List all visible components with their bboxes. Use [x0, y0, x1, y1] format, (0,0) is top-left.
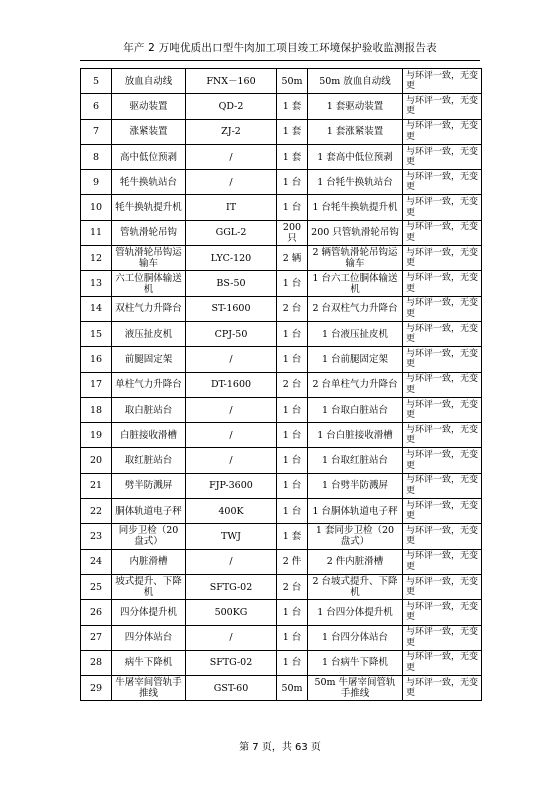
header-divider [80, 60, 480, 61]
table-row [81, 144, 482, 169]
cell-model: DT-1600 [186, 372, 277, 397]
cell-actual-installation: 1 套涨紧装置 [308, 119, 403, 144]
cell-index: 22 [81, 499, 112, 524]
cell-model: ZJ-2 [186, 119, 277, 144]
cell-equipment-name: 同步卫检（20 盘式） [112, 524, 186, 549]
cell-index: 27 [81, 625, 112, 650]
cell-remark: 与环评一致，无变更 [403, 94, 482, 119]
table-row [81, 625, 482, 650]
table-row [81, 499, 482, 524]
cell-actual-installation: 50m 放血自动线 [308, 69, 403, 94]
cell-actual-installation: 1 台六工位胴体输送机 [308, 271, 403, 296]
cell-quantity: 1 台 [277, 600, 308, 625]
cell-remark: 与环评一致，无变更 [403, 119, 482, 144]
cell-equipment-name: 涨紧装置 [112, 119, 186, 144]
cell-model: / [186, 144, 277, 169]
cell-equipment-name: 前腿固定架 [112, 347, 186, 372]
cell-remark: 与环评一致，无变更 [403, 499, 482, 524]
cell-index: 7 [81, 119, 112, 144]
cell-quantity: 1 台 [277, 448, 308, 473]
cell-index: 10 [81, 195, 112, 220]
cell-equipment-name: 坡式提升、下降机 [112, 574, 186, 599]
cell-remark: 与环评一致，无变更 [403, 574, 482, 599]
cell-index: 14 [81, 296, 112, 321]
cell-remark: 与环评一致，无变更 [403, 625, 482, 650]
cell-index: 17 [81, 372, 112, 397]
cell-index: 28 [81, 650, 112, 675]
cell-quantity: 2 件 [277, 549, 308, 574]
cell-equipment-name: 牛屠宰间管轨手推线 [112, 676, 186, 701]
cell-model: / [186, 423, 277, 448]
table-row [81, 94, 482, 119]
cell-model: / [186, 625, 277, 650]
cell-actual-installation: 1 套驱动装置 [308, 94, 403, 119]
cell-model: GST-60 [186, 676, 277, 701]
cell-equipment-name: 液压扯皮机 [112, 321, 186, 346]
table-row [81, 600, 482, 625]
cell-quantity: 1 台 [277, 271, 308, 296]
cell-index: 23 [81, 524, 112, 549]
cell-equipment-name: 高中低位预剥 [112, 144, 186, 169]
cell-model: 500KG [186, 600, 277, 625]
cell-actual-installation: 50m 牛屠宰间管轨手推线 [308, 676, 403, 701]
cell-index: 26 [81, 600, 112, 625]
table-row [81, 170, 482, 195]
cell-model: / [186, 170, 277, 195]
cell-actual-installation: 1 台前腿固定架 [308, 347, 403, 372]
cell-equipment-name: 四分体站台 [112, 625, 186, 650]
cell-remark: 与环评一致，无变更 [403, 524, 482, 549]
page-footer: 第 7 页，共 63 页 [239, 742, 321, 753]
cell-index: 29 [81, 676, 112, 701]
cell-actual-installation: 200 只管轨滑轮吊钩 [308, 220, 403, 245]
table-row [81, 195, 482, 220]
cell-index: 25 [81, 574, 112, 599]
cell-remark: 与环评一致，无变更 [403, 170, 482, 195]
cell-index: 21 [81, 473, 112, 498]
cell-model: / [186, 448, 277, 473]
table-row [81, 448, 482, 473]
cell-actual-installation: 1 台取红脏站台 [308, 448, 403, 473]
cell-equipment-name: 单柱气力升降台 [112, 372, 186, 397]
cell-actual-installation: 2 辆管轨滑轮吊钩运输车 [308, 246, 403, 271]
cell-equipment-name: 四分体提升机 [112, 600, 186, 625]
cell-quantity: 1 台 [277, 195, 308, 220]
cell-equipment-name: 管轨滑轮吊钩 [112, 220, 186, 245]
cell-quantity: 1 台 [277, 625, 308, 650]
cell-remark: 与环评一致，无变更 [403, 423, 482, 448]
cell-equipment-name: 管轨滑轮吊钩运输车 [112, 246, 186, 271]
cell-equipment-name: 白脏接收滑槽 [112, 423, 186, 448]
cell-remark: 与环评一致，无变更 [403, 195, 482, 220]
cell-actual-installation: 2 件内脏滑槽 [308, 549, 403, 574]
cell-remark: 与环评一致，无变更 [403, 246, 482, 271]
cell-model: CPJ-50 [186, 321, 277, 346]
cell-index: 19 [81, 423, 112, 448]
cell-model: / [186, 347, 277, 372]
table-row [81, 246, 482, 271]
cell-quantity: 1 台 [277, 397, 308, 422]
cell-model: SFTG-02 [186, 574, 277, 599]
cell-quantity: 1 套 [277, 524, 308, 549]
cell-equipment-name: 双柱气力升降台 [112, 296, 186, 321]
cell-quantity: 200 只 [277, 220, 308, 245]
table-row [81, 650, 482, 675]
cell-quantity: 1 套 [277, 119, 308, 144]
cell-quantity: 1 台 [277, 423, 308, 448]
cell-quantity: 1 台 [277, 347, 308, 372]
cell-actual-installation: 2 台双柱气力升降台 [308, 296, 403, 321]
cell-equipment-name: 内脏滑槽 [112, 549, 186, 574]
table-row [81, 119, 482, 144]
table-row [81, 69, 482, 94]
cell-quantity: 50m [277, 676, 308, 701]
cell-quantity: 50m [277, 69, 308, 94]
cell-remark: 与环评一致，无变更 [403, 473, 482, 498]
cell-model: SFTG-02 [186, 650, 277, 675]
cell-index: 6 [81, 94, 112, 119]
cell-quantity: 1 台 [277, 499, 308, 524]
cell-model: QD-2 [186, 94, 277, 119]
cell-actual-installation: 1 台白脏接收滑槽 [308, 423, 403, 448]
cell-equipment-name: 胴体轨道电子秤 [112, 499, 186, 524]
table-row [81, 372, 482, 397]
cell-remark: 与环评一致，无变更 [403, 372, 482, 397]
cell-model: ST-1600 [186, 296, 277, 321]
cell-index: 18 [81, 397, 112, 422]
cell-index: 12 [81, 246, 112, 271]
cell-actual-installation: 1 台牦牛换轨提升机 [308, 195, 403, 220]
cell-index: 9 [81, 170, 112, 195]
cell-remark: 与环评一致，无变更 [403, 144, 482, 169]
cell-model: / [186, 397, 277, 422]
table-row [81, 321, 482, 346]
cell-equipment-name: 病牛下降机 [112, 650, 186, 675]
cell-actual-installation: 1 台四分体站台 [308, 625, 403, 650]
cell-index: 8 [81, 144, 112, 169]
cell-quantity: 1 台 [277, 321, 308, 346]
table-row [81, 524, 482, 549]
cell-actual-installation: 1 台牦牛换轨站台 [308, 170, 403, 195]
cell-remark: 与环评一致，无变更 [403, 397, 482, 422]
cell-equipment-name: 取白脏站台 [112, 397, 186, 422]
cell-equipment-name: 牦牛换轨提升机 [112, 195, 186, 220]
cell-index: 11 [81, 220, 112, 245]
table-row [81, 676, 482, 701]
cell-remark: 与环评一致，无变更 [403, 321, 482, 346]
cell-quantity: 1 台 [277, 170, 308, 195]
cell-model: / [186, 549, 277, 574]
cell-index: 16 [81, 347, 112, 372]
cell-quantity: 2 台 [277, 296, 308, 321]
cell-actual-installation: 1 台胴体轨道电子秤 [308, 499, 403, 524]
table-row [81, 423, 482, 448]
cell-remark: 与环评一致，无变更 [403, 676, 482, 701]
cell-remark: 与环评一致，无变更 [403, 69, 482, 94]
cell-index: 5 [81, 69, 112, 94]
cell-model: GGL-2 [186, 220, 277, 245]
cell-equipment-name: 取红脏站台 [112, 448, 186, 473]
table-row [81, 220, 482, 245]
equipment-table-body [81, 69, 482, 701]
cell-model: 400K [186, 499, 277, 524]
cell-model: LYC-120 [186, 246, 277, 271]
cell-actual-installation: 1 套高中低位预剥 [308, 144, 403, 169]
cell-remark: 与环评一致，无变更 [403, 549, 482, 574]
cell-equipment-name: 劈半防溅屏 [112, 473, 186, 498]
cell-quantity: 2 台 [277, 372, 308, 397]
cell-model: BS-50 [186, 271, 277, 296]
cell-quantity: 1 台 [277, 473, 308, 498]
cell-actual-installation: 2 台单柱气力升降台 [308, 372, 403, 397]
cell-equipment-name: 放血自动线 [112, 69, 186, 94]
equipment-table [80, 68, 482, 701]
cell-model: TWJ [186, 524, 277, 549]
cell-remark: 与环评一致，无变更 [403, 600, 482, 625]
table-row [81, 397, 482, 422]
cell-index: 13 [81, 271, 112, 296]
cell-model: FNX－160 [186, 69, 277, 94]
table-row [81, 574, 482, 599]
cell-actual-installation: 2 台坡式提升、下降机 [308, 574, 403, 599]
cell-quantity: 1 台 [277, 650, 308, 675]
cell-model: IT [186, 195, 277, 220]
cell-remark: 与环评一致，无变更 [403, 448, 482, 473]
cell-quantity: 2 台 [277, 574, 308, 599]
cell-actual-installation: 1 台取白脏站台 [308, 397, 403, 422]
table-row [81, 549, 482, 574]
cell-index: 15 [81, 321, 112, 346]
cell-remark: 与环评一致，无变更 [403, 347, 482, 372]
table-row [81, 296, 482, 321]
cell-equipment-name: 六工位胴体输送机 [112, 271, 186, 296]
cell-actual-installation: 1 台劈半防溅屏 [308, 473, 403, 498]
cell-remark: 与环评一致，无变更 [403, 271, 482, 296]
table-row [81, 473, 482, 498]
cell-index: 20 [81, 448, 112, 473]
cell-quantity: 1 套 [277, 144, 308, 169]
cell-actual-installation: 1 套同步卫检（20 盘式） [308, 524, 403, 549]
page-header-title: 年产 2 万吨优质出口型牛肉加工项目竣工环境保护验收监测报告表 [123, 42, 437, 54]
table-row [81, 347, 482, 372]
table-row [81, 271, 482, 296]
cell-index: 24 [81, 549, 112, 574]
cell-remark: 与环评一致，无变更 [403, 650, 482, 675]
cell-equipment-name: 驱动装置 [112, 94, 186, 119]
cell-quantity: 2 辆 [277, 246, 308, 271]
cell-actual-installation: 1 台液压扯皮机 [308, 321, 403, 346]
cell-equipment-name: 牦牛换轨站台 [112, 170, 186, 195]
cell-remark: 与环评一致，无变更 [403, 220, 482, 245]
cell-quantity: 1 套 [277, 94, 308, 119]
cell-actual-installation: 1 台四分体提升机 [308, 600, 403, 625]
cell-model: FJP-3600 [186, 473, 277, 498]
cell-actual-installation: 1 台病牛下降机 [308, 650, 403, 675]
cell-remark: 与环评一致，无变更 [403, 296, 482, 321]
